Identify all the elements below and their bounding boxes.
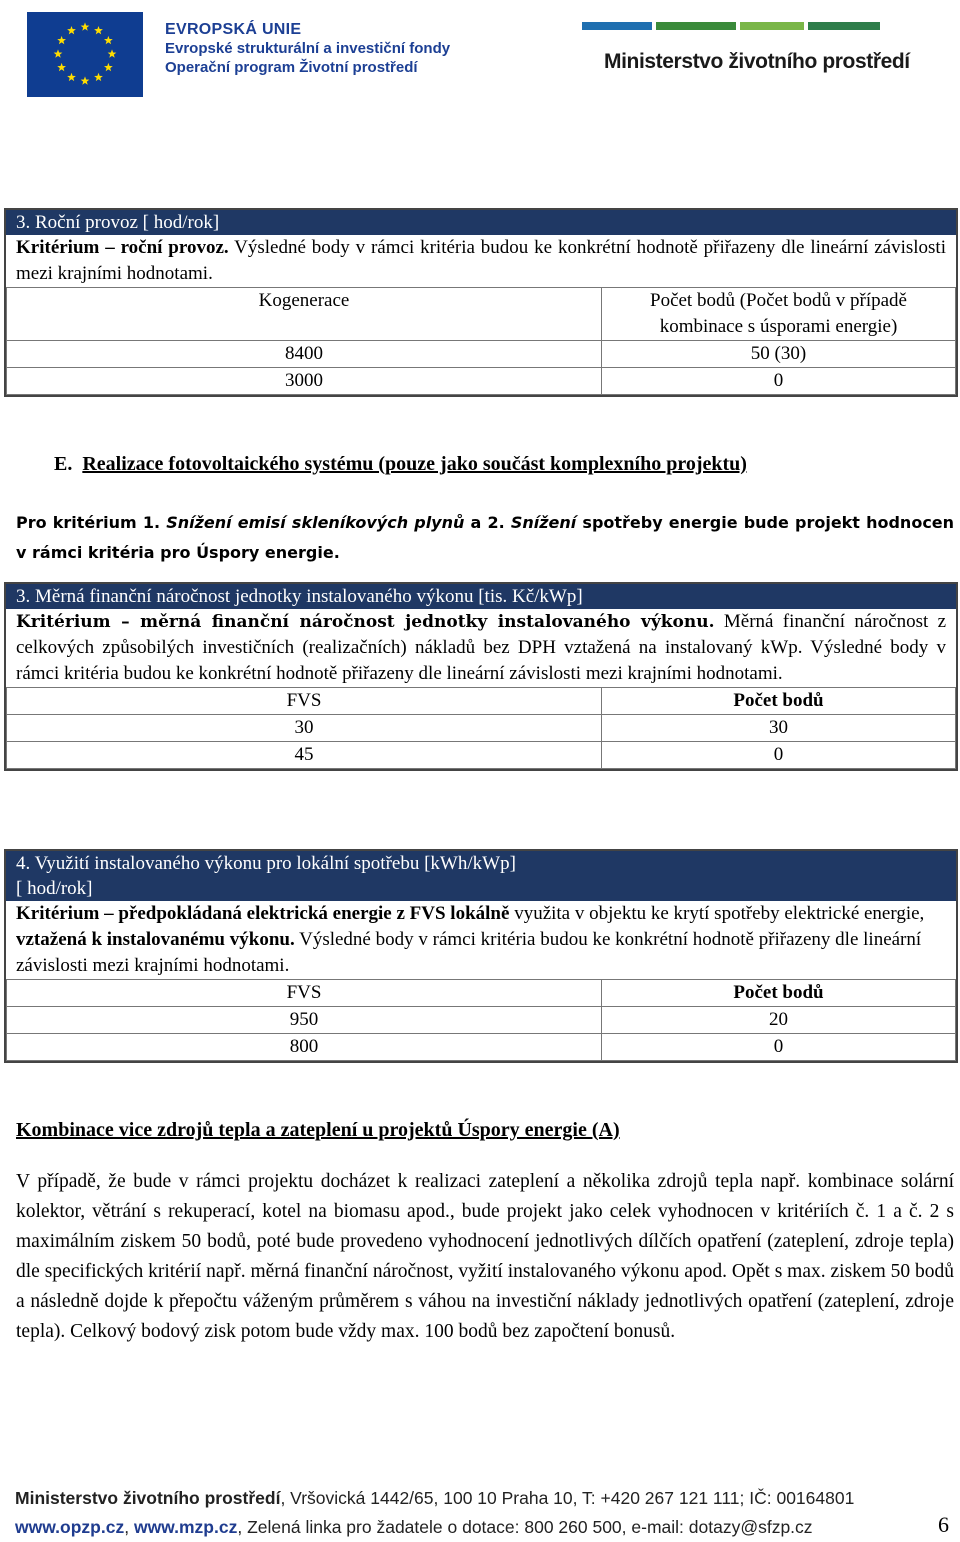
criterion-title: 4. Využití instalovaného výkonu pro lokální spotřebu [kWh/kWp] [ hod/rok] [6,851,956,901]
eu-title: EVROPSKÁ UNIE [165,21,302,38]
page-number: 6 [938,1512,949,1537]
criterion-annual-operation [4,208,958,397]
points-table [6,687,956,769]
table-row: 3000 0 [7,368,956,395]
criterion-description: Kritérium – předpokládaná elektrická energie z FVS lokálně využita v objektu ke krytí spotřeby elektrické energie, vztažená k instalovanému výkonu. Výsledné body v rámci kritéria budou ke konkrétní hodnotě přiřazeny dle lineární závislosti mezi krajními hodnotami. [16,903,925,976]
table-row: 950 20 [7,1007,956,1034]
combination-paragraph: V případě, že bude v rámci projektu docházet k realizaci zateplení a několika zdrojů tepla např. kombinace solární kolektor, větrání s rekuperací, kotel na biomasu apod., bude projekt jako celek vyhodnocen v kritériích č. 1 a č. 2 s maximálním ziskem 50 bodů, poté bude provedeno vyhodnocení jednotlivých dílčích opatření (zateplení, zdroje tepla) dle specifických kritérií např. měrná finanční náročnost, vyžití instalovaného výkonu apod. Opět s max. ziskem 50 bodů a následně dojde k přepočtu váženým průměrem s váhou na investiční náklady jednotlivých opatření (zateplení, zdroje tepla). Celkový bodový zisk potom bude vždy max. 100 bodů bez započtení bonusů. [16,1171,954,1342]
eu-funds: Evropské strukturální a investiční fondy [165,40,451,57]
footer-contacts: www.opzp.cz, www.mzp.cz, Zelená linka pro žadatele o dotace: 800 260 500, e-mail: dotazy@sfzp.cz [15,1517,813,1537]
footer-address: Ministerstvo životního prostředí, Vršovická 1442/65, 100 10 Praha 10, T: +420 267 121 111; IČ: 00164801 [15,1488,855,1508]
column-header: FVS [7,688,602,715]
points-table [6,979,956,1061]
eu-logo-text [165,20,450,77]
eu-stars-icon [27,12,143,97]
ministry-logo [582,22,910,82]
section-heading: E. Realizace fotovoltaického systému (pouze jako součást komplexního projektu) [54,453,747,475]
criterion-title: 3. Měrná finanční náročnost jednotky instalovaného výkonu [tis. Kč/kWp] [6,584,956,609]
criterion-specific-cost [4,582,958,771]
column-header: Počet bodů (Počet bodů v případě kombinace s úsporami energie) [602,288,956,341]
column-header: Počet bodů [602,980,956,1007]
eu-program: Operační program Životní prostředí [165,59,418,76]
criterion-title: 3. Roční provoz [ hod/rok] [6,210,956,235]
section-intro: Pro kritérium 1. Snížení emisí skleníkových plynů a 2. Snížení spotřeby energie bude projekt hodnocen v rámci kritéria pro Úspory energie. [16,513,955,562]
mzp-link[interactable]: www.mzp.cz [133,1517,238,1537]
opzp-link[interactable]: www.opzp.cz [15,1517,125,1537]
table-row: 45 0 [7,742,956,769]
points-table [6,287,956,395]
ministry-logo-text: Ministerstvo životního prostředí [604,50,910,73]
criterion-local-consumption [4,849,958,1063]
table-row: 30 30 [7,715,956,742]
column-header: Počet bodů [602,688,956,715]
table-row: 8400 50 (30) [7,341,956,368]
criterion-description: Kritérium – měrná finanční náročnost jednotky instalovaného výkonu. Měrná finanční náročnost z celkových způsobilých investičních (realizačních) nákladů bez DPH vztažená na instalovaný kWp. Výsledné body v rámci kritéria budou ke konkrétní hodnotě přiřazeny dle lineární závislosti mezi krajními hodnotami. [16,611,946,684]
page-footer [15,1484,854,1542]
column-header: Kogenerace [7,288,602,341]
table-row: 800 0 [7,1034,956,1061]
criterion-description: Kritérium – roční provoz. Výsledné body v rámci kritéria budou ke konkrétní hodnotě přiřazeny dle lineární závislosti mezi krajními hodnotami. [16,237,946,284]
eu-flag-logo [27,12,143,97]
combination-heading: Kombinace vice zdrojů tepla a zateplení u projektů Úspory energie (A) [16,1119,620,1141]
column-header: FVS [7,980,602,1007]
